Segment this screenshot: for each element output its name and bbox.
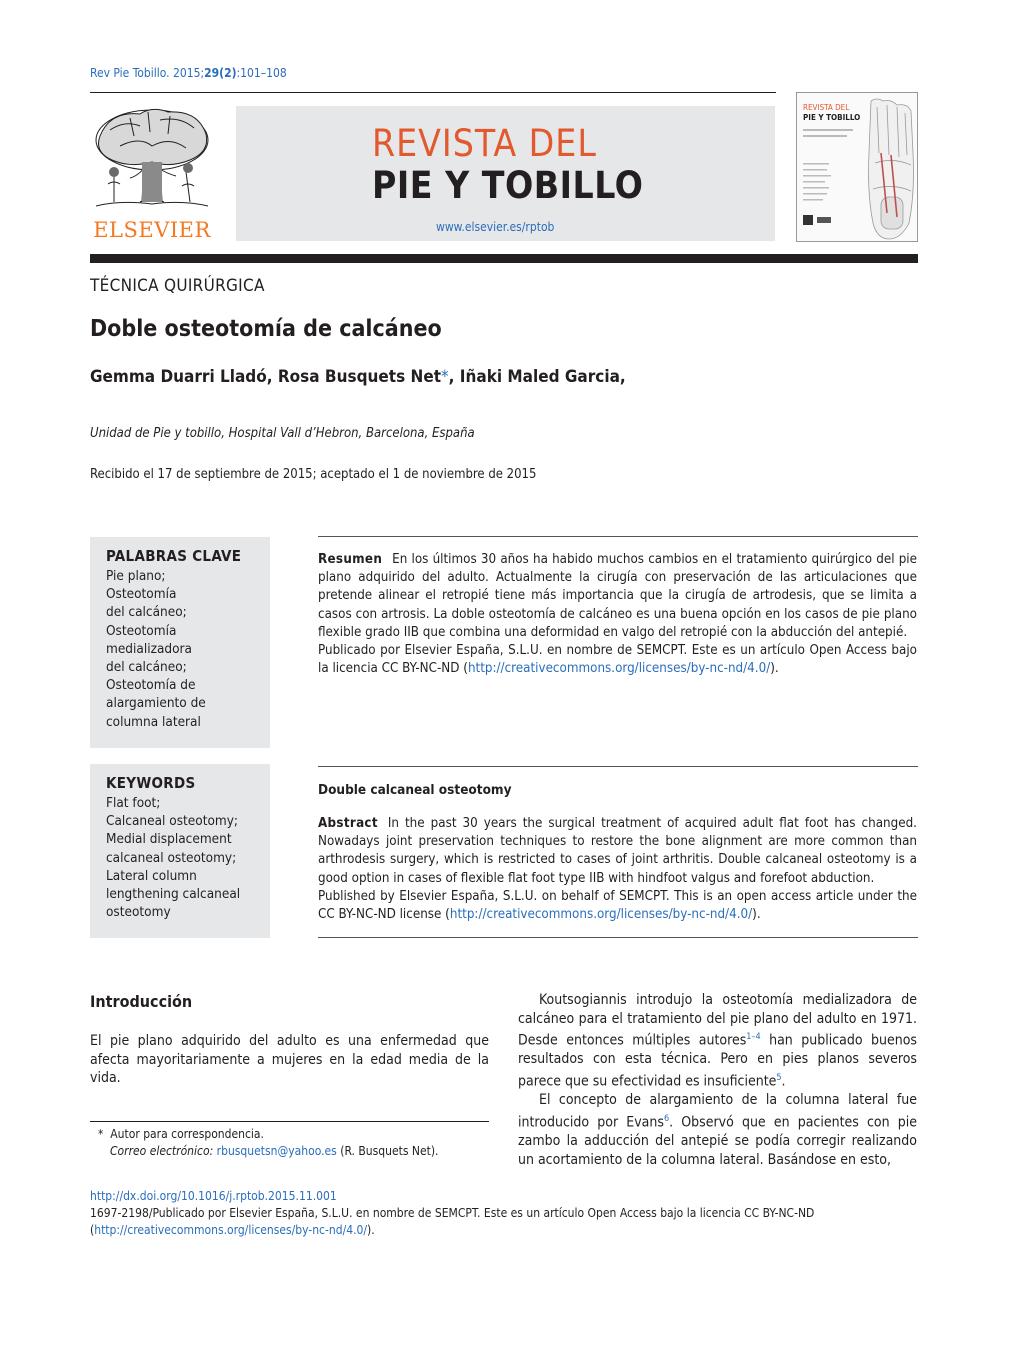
journal-cover-thumbnail — [796, 92, 918, 242]
footnote-email-line — [98, 1143, 438, 1160]
abstract-title: Double calcaneal osteotomy — [318, 782, 512, 798]
resumen-text: En los últimos 30 años ha habido muchos cambios en el tratamiento quirúrgico del pie plano adquirido del adulto. Actualmente la cirugía con preservación de las articulaciones que pretende alinear el retropié tiene más importancia que la cirugía de artrodesis, que se limita a casos con artrosis. La doble osteotomía de calcáneo es una buena opción en los casos de pie plano flexible grado IIB que combina una deformidad en valgo del retropié con la abducción del antepié. — [318, 552, 917, 640]
header-rule — [90, 92, 776, 93]
keywords-heading: KEYWORDS — [106, 774, 196, 792]
body-text: . — [781, 1073, 786, 1090]
keyword-item: alargamiento de — [106, 695, 206, 712]
authors-last: , Iñaki Maled Garcia, — [448, 367, 626, 387]
body-text: El concepto de alargamiento de la columna lateral fue introducido por Evans — [518, 1092, 917, 1131]
abstract-license-end: ). — [752, 907, 761, 923]
elsevier-tree-icon — [90, 106, 214, 216]
palabras-clave-box — [90, 537, 270, 748]
journal-url-link[interactable]: www.elsevier.es/rptob — [436, 220, 555, 234]
keyword-item: Calcaneal osteotomy; — [106, 813, 238, 830]
doi-link[interactable]: http://dx.doi.org/10.1016/j.rptob.2015.11.001 — [90, 1189, 337, 1203]
abstract-license-link[interactable]: http://creativecommons.org/licenses/by-nc-nd/4.0/ — [449, 907, 753, 923]
article-authors — [90, 367, 626, 387]
abstract-paragraph — [318, 815, 917, 888]
reference-link[interactable]: 1–4 — [746, 1032, 761, 1043]
abstract-label: Abstract — [318, 816, 378, 831]
intro-paragraph: El pie plano adquirido del adulto es una enfermedad que afecta mayoritariamente a mujeres en la edad media de la vida. — [90, 1033, 489, 1087]
keyword-item: Lateral column — [106, 867, 197, 884]
article-section-label: TÉCNICA QUIRÚRGICA — [90, 276, 265, 296]
keyword-item: lengthening calcaneal — [106, 886, 241, 903]
body-text: . Observó que en pacientes con pie zambo la adducción del antepié se podía corregir realizando un acortamiento de la columna lateral. Basándose en esto, — [518, 1114, 917, 1168]
keyword-item: Medial displacement — [106, 831, 232, 848]
footer-license-line — [90, 1222, 918, 1239]
cover-title-line2: PIE Y TOBILLO — [803, 113, 861, 122]
header-thick-rule — [90, 254, 918, 263]
journal-title-line1: REVISTA DEL — [372, 122, 597, 165]
resumen-license — [318, 642, 917, 678]
footnote-line — [98, 1126, 438, 1143]
keyword-item: osteotomy — [106, 904, 171, 921]
keyword-item: del calcáneo; — [106, 604, 187, 621]
email-owner: (R. Busquets Net). — [340, 1144, 439, 1158]
foot-skeleton-icon — [797, 93, 918, 242]
body-paragraph — [518, 991, 917, 1091]
keyword-item: Pie plano; — [106, 568, 166, 584]
resumen-license-link[interactable]: http://creativecommons.org/licenses/by-nc-nd/4.0/ — [467, 661, 771, 677]
keyword-item: calcaneal osteotomy; — [106, 849, 237, 866]
author-affiliation: Unidad de Pie y tobillo, Hospital Vall d’Hebron, Barcelona, España — [90, 426, 475, 441]
paren-open: ( — [90, 1223, 95, 1237]
resumen-license-end: ). — [770, 661, 779, 677]
journal-title-line2: PIE Y TOBILLO — [372, 164, 644, 207]
keywords-box — [90, 764, 270, 938]
resumen-paragraph — [318, 551, 917, 642]
issn-line: 1697-2198/Publicado por Elsevier España, S.L.U. en nombre de SEMCPT. Este es un artículo Open Access bajo la licencia CC BY-NC-ND — [90, 1206, 815, 1220]
page-footer — [90, 1188, 918, 1239]
keyword-item: del calcáneo; — [106, 659, 187, 676]
footnote-text: Autor para correspondencia. — [110, 1127, 264, 1141]
footer-license-link[interactable]: http://creativecommons.org/licenses/by-nc-nd/4.0/ — [94, 1223, 368, 1237]
elsevier-logo — [90, 106, 214, 242]
email-label: Correo electrónico: — [110, 1144, 214, 1158]
keyword-item: Osteotomía de — [106, 677, 196, 694]
journal-banner — [236, 106, 775, 241]
keyword-item: Flat foot; — [106, 795, 161, 811]
abstract-bottom-rule — [318, 937, 918, 938]
journal-citation[interactable] — [90, 66, 287, 80]
article-title: Doble osteotomía de calcáneo — [90, 316, 442, 342]
body-right-column — [518, 991, 917, 1169]
received-dates: Recibido el 17 de septiembre de 2015; aceptado el 1 de noviembre de 2015 — [90, 467, 537, 482]
authors-first: Gemma Duarri Lladó, Rosa Busquets Net — [90, 367, 442, 387]
keyword-item: Osteotomía — [106, 586, 177, 603]
elsevier-wordmark: ELSEVIER — [93, 218, 211, 242]
resumen-top-rule — [318, 536, 918, 537]
citation-pages: :101–108 — [236, 66, 287, 80]
abstract-block — [318, 815, 917, 924]
intro-heading: Introducción — [90, 992, 193, 1011]
corresponding-author-marker[interactable]: * — [441, 367, 449, 387]
resumen-license-text: Publicado por Elsevier España, S.L.U. en nombre de SEMCPT. Este es un artículo Open Access bajo la licencia CC BY-NC-ND ( — [318, 643, 917, 677]
abstract-license — [318, 888, 917, 924]
citation-prefix: Rev Pie Tobillo. 2015; — [90, 66, 205, 80]
reference-link[interactable]: 5 — [776, 1073, 782, 1084]
citation-volume: 29(2) — [204, 66, 237, 80]
body-paragraph — [518, 1091, 917, 1169]
footnote-marker: * — [98, 1127, 104, 1141]
author-email-link[interactable]: rbusquetsn@yahoo.es — [216, 1144, 337, 1158]
resumen-label: Resumen — [318, 552, 383, 567]
palabras-clave-heading: PALABRAS CLAVE — [106, 547, 242, 565]
body-text: han publicado buenos resultados con esta técnica. Pero en pies planos severos parece que su efectividad es insuficiente — [518, 1032, 917, 1090]
keyword-item: medializadora — [106, 640, 192, 657]
abstract-text: In the past 30 years the surgical treatment of acquired adult flat foot has changed. Nowadays joint preservation techniques to restore the bone alignment are more common than arthrodesis surgery, which is restricted to cases of joint arthritis. Double calcaneal osteotomy is a good option in cases of flexible flat foot type IIB with hindfoot valgus and forefoot abduction. — [318, 816, 917, 886]
paren-close: ). — [367, 1223, 375, 1237]
abstract-license-text: Published by Elsevier España, S.L.U. on behalf of SEMCPT. This is an open access article under the CC BY-NC-ND license ( — [318, 888, 917, 923]
footnote — [98, 1126, 438, 1160]
body-text: Koutsogiannis introdujo la osteotomía medializadora de calcáneo para el tratamiento del pie plano del adulto en 1971. Desde entonces múltiples autores — [518, 992, 917, 1049]
keyword-item: columna lateral — [106, 713, 201, 730]
reference-link[interactable]: 6 — [663, 1113, 670, 1124]
footnote-rule — [90, 1121, 489, 1122]
keyword-item: Osteotomía — [106, 622, 177, 639]
abstract-top-rule — [318, 766, 918, 767]
cover-title-line1: REVISTA DEL — [803, 103, 850, 112]
resumen-block — [318, 551, 917, 678]
